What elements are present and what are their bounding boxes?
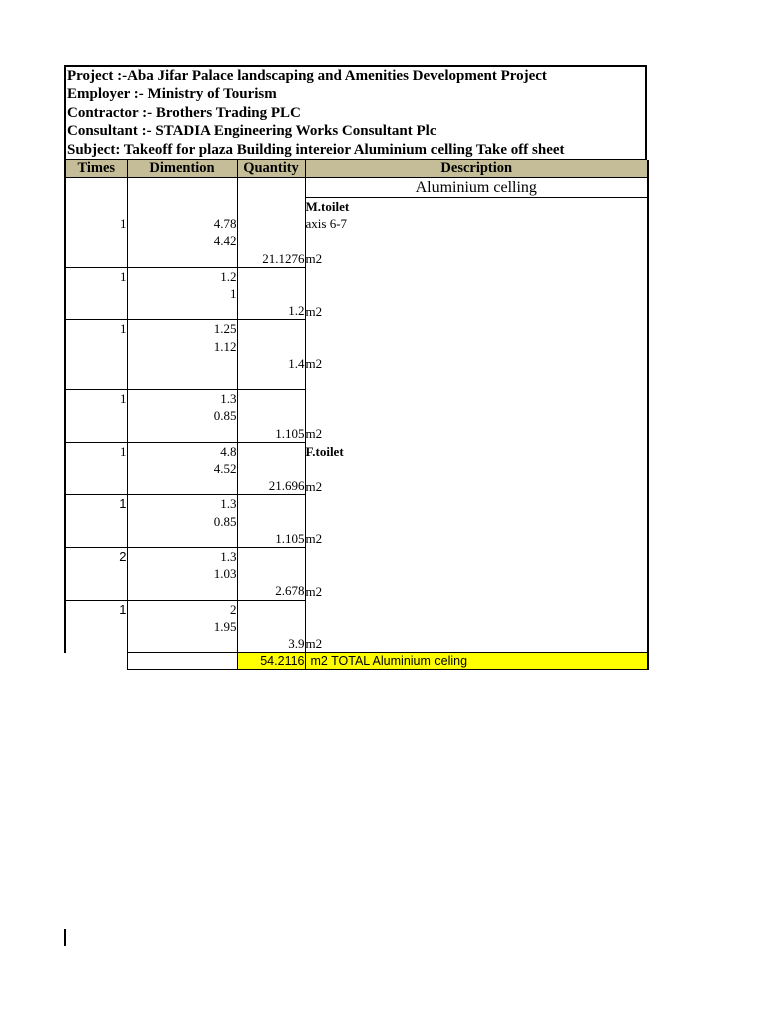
cell-description: m2 xyxy=(305,355,648,372)
cell-description: m2 xyxy=(305,530,648,548)
table-row xyxy=(65,635,648,653)
cell-dimention: 4.78 xyxy=(127,215,237,232)
cell-times xyxy=(65,582,127,600)
cell-dimention: 4.8 xyxy=(127,442,237,460)
cell-quantity xyxy=(237,442,305,460)
cell-quantity xyxy=(237,267,305,285)
cell-times xyxy=(65,198,127,216)
cell-times: 1 xyxy=(65,442,127,460)
table-row xyxy=(65,495,648,513)
cell-quantity xyxy=(237,600,305,618)
total-cell-dimention xyxy=(127,653,237,670)
cell-description: M.toilet xyxy=(305,198,648,216)
cell-description xyxy=(305,320,648,338)
table-row xyxy=(65,442,648,460)
cell-quantity xyxy=(237,565,305,582)
takeoff-table xyxy=(64,160,649,670)
table-row xyxy=(65,267,648,285)
table-row xyxy=(65,477,648,495)
cell-dimention xyxy=(127,635,237,653)
cell-quantity xyxy=(237,495,305,513)
cell-times xyxy=(65,407,127,424)
column-header-times: Times xyxy=(65,160,127,178)
cell-dimention xyxy=(127,355,237,372)
cell-description: m2 xyxy=(305,477,648,495)
cell-dimention xyxy=(127,372,237,390)
table-row xyxy=(65,302,648,320)
cell-description xyxy=(305,565,648,582)
cell-description xyxy=(305,548,648,566)
cell-quantity xyxy=(237,320,305,338)
cell-dimention xyxy=(127,250,237,268)
cell-quantity: 3.9 xyxy=(237,635,305,653)
cell-description: m2 xyxy=(305,635,648,653)
cell-quantity xyxy=(237,285,305,302)
total-description: m2 TOTAL Aluminium celing xyxy=(305,653,648,670)
cell-description: m2 xyxy=(305,425,648,443)
cell-dimention: 0.85 xyxy=(127,407,237,424)
cell-times xyxy=(65,425,127,443)
cell-times: 1 xyxy=(65,390,127,408)
cell-times: 1 xyxy=(65,267,127,285)
cell-times xyxy=(65,513,127,530)
cell-description xyxy=(305,285,648,302)
cell-quantity xyxy=(237,390,305,408)
cell-description xyxy=(305,513,648,530)
cell-times xyxy=(65,477,127,495)
cell-quantity: 1.105 xyxy=(237,530,305,548)
cell-times xyxy=(65,232,127,249)
cell-description xyxy=(305,460,648,477)
column-header-dimention: Dimention xyxy=(127,160,237,178)
cell-quantity xyxy=(237,407,305,424)
cell-dimention: 1.03 xyxy=(127,565,237,582)
cell-dimention: 1.3 xyxy=(127,390,237,408)
contractor-line: Contractor :- Brothers Trading PLC xyxy=(67,104,301,121)
cell-quantity: 21.1276 xyxy=(237,250,305,268)
cell-times xyxy=(65,355,127,372)
cell-quantity: 1.2 xyxy=(237,302,305,320)
cell-quantity xyxy=(237,460,305,477)
cell-dimention: 4.42 xyxy=(127,232,237,249)
cell-times xyxy=(65,530,127,548)
cell-times xyxy=(65,460,127,477)
cell-dimention xyxy=(127,425,237,443)
cell-description: m2 xyxy=(305,582,648,600)
cell-times: 1 xyxy=(65,600,127,618)
cell-description xyxy=(305,618,648,635)
cell-quantity xyxy=(237,338,305,355)
cell-quantity xyxy=(237,178,305,198)
section-title: Aluminium celling xyxy=(305,178,648,198)
cell-description xyxy=(305,338,648,355)
cell-times xyxy=(65,250,127,268)
column-header-quantity: Quantity xyxy=(237,160,305,178)
cell-quantity xyxy=(237,198,305,216)
table-row xyxy=(65,548,648,566)
cell-quantity xyxy=(237,618,305,635)
table-row xyxy=(65,460,648,477)
cell-times xyxy=(65,178,127,198)
cell-description: F.toilet xyxy=(305,442,648,460)
cell-dimention xyxy=(127,178,237,198)
cell-dimention xyxy=(127,302,237,320)
subject-line: Subject: Takeoff for plaza Building intereior Aluminium celling Take off sheet xyxy=(67,141,565,158)
section-title-row xyxy=(65,178,648,198)
cell-dimention: 1.25 xyxy=(127,320,237,338)
table-row xyxy=(65,618,648,635)
text-cursor xyxy=(64,929,66,946)
cell-dimention: 1 xyxy=(127,285,237,302)
cell-dimention: 1.95 xyxy=(127,618,237,635)
document-header xyxy=(64,65,647,160)
cell-description: m2 xyxy=(305,302,648,320)
cell-times xyxy=(65,338,127,355)
cell-description: m2 xyxy=(305,250,648,268)
total-cell-times xyxy=(65,653,127,670)
cell-quantity xyxy=(237,548,305,566)
cell-dimention: 1.12 xyxy=(127,338,237,355)
column-header-description: Description xyxy=(305,160,648,178)
cell-description xyxy=(305,267,648,285)
cell-description xyxy=(305,495,648,513)
cell-times xyxy=(65,302,127,320)
employer-line: Employer :- Ministry of Tourism xyxy=(67,86,277,103)
cell-times xyxy=(65,372,127,390)
table-row xyxy=(65,513,648,530)
cell-times xyxy=(65,565,127,582)
cell-quantity xyxy=(237,232,305,249)
cell-quantity: 21.696 xyxy=(237,477,305,495)
cell-dimention xyxy=(127,582,237,600)
cell-times: 2 xyxy=(65,548,127,566)
cell-times xyxy=(65,618,127,635)
table-row xyxy=(65,285,648,302)
table-row xyxy=(65,600,648,618)
cell-quantity xyxy=(237,513,305,530)
cell-quantity xyxy=(237,215,305,232)
project-line: Project :-Aba Jifar Palace landscaping and Amenities Development Project xyxy=(67,68,547,84)
consultant-line: Consultant :- STADIA Engineering Works Consultant Plc xyxy=(67,123,437,140)
table-row xyxy=(65,338,648,355)
table-row xyxy=(65,582,648,600)
table-row xyxy=(65,250,648,268)
table-row xyxy=(65,372,648,390)
table-row xyxy=(65,215,648,232)
table-row xyxy=(65,198,648,216)
cell-quantity: 1.4 xyxy=(237,355,305,372)
cell-quantity: 1.105 xyxy=(237,425,305,443)
table-row xyxy=(65,565,648,582)
cell-dimention xyxy=(127,198,237,216)
cell-dimention xyxy=(127,530,237,548)
takeoff-sheet xyxy=(64,65,647,670)
cell-quantity: 2.678 xyxy=(237,582,305,600)
cell-dimention xyxy=(127,477,237,495)
cell-description xyxy=(305,390,648,408)
table-row xyxy=(65,407,648,424)
total-row xyxy=(65,653,648,670)
cell-description xyxy=(305,407,648,424)
cell-description: axis 6-7 xyxy=(305,215,648,232)
table-row xyxy=(65,530,648,548)
table-row xyxy=(65,355,648,372)
cell-description xyxy=(305,600,648,618)
cell-times: 1 xyxy=(65,320,127,338)
cell-quantity xyxy=(237,372,305,390)
cell-description xyxy=(305,372,648,390)
cell-times: 1 xyxy=(65,215,127,232)
column-header-row xyxy=(65,160,648,178)
cell-times xyxy=(65,285,127,302)
cell-times: 1 xyxy=(65,495,127,513)
table-row xyxy=(65,232,648,249)
table-row xyxy=(65,425,648,443)
cell-dimention: 1.2 xyxy=(127,267,237,285)
cell-dimention: 1.3 xyxy=(127,548,237,566)
table-row xyxy=(65,390,648,408)
cell-dimention: 4.52 xyxy=(127,460,237,477)
cell-times xyxy=(65,635,127,653)
table-row xyxy=(65,320,648,338)
cell-dimention: 0.85 xyxy=(127,513,237,530)
cell-description xyxy=(305,232,648,249)
total-quantity: 54.2116 xyxy=(237,653,305,670)
takeoff-rows xyxy=(65,198,648,653)
cell-dimention: 2 xyxy=(127,600,237,618)
cell-dimention: 1.3 xyxy=(127,495,237,513)
